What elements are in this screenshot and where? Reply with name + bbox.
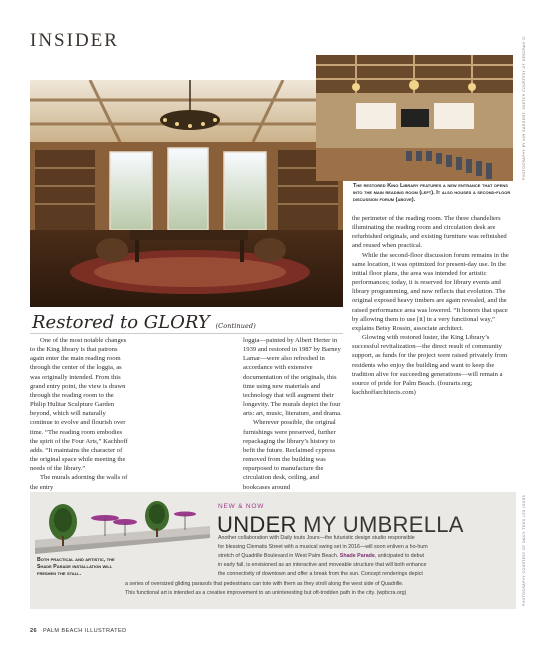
paragraph: Glowing with restored luster, the King Library’s successful revitalization—the direct result of community support, as funds for the project were raised privately from residents who enjoy the building and want to keep the tradition alive for succeeding generations—will remain a source of pride for Palm Beach. (fourarts.org; kachhoffarchitects.com)	[352, 334, 508, 396]
promo-line: in early fall, is envisioned as an interactive and moveable structure that will both enhance	[218, 562, 427, 569]
title-text: Restored to GLORY	[32, 312, 210, 333]
promo-line: Another collaboration with Daily touts Jours—the futuristic design studio responsible	[218, 535, 415, 541]
continued-label: (Continued)	[215, 322, 256, 330]
discussion-forum-photo	[316, 55, 513, 181]
promo-photo-credit: PHOTOGRAPHY COURTESY OF DAILY TOUS LES JOURS	[522, 494, 526, 606]
paragraph: One of the most notable changes to the King library is that patrons again enter the main reading room through the center of the loggia, as was originally intended. From this grand entry point, the view is drawn through the reading room to the Philip Hulitar Sculpture Garden beyond, which will naturally continue to evolve and flourish over time. “The reading room embodies the spirit of the Four Arts,” Kachhoff adds. “It maintains the character of the original space while meeting the needs of the library.”	[30, 337, 128, 473]
paragraph: Wherever possible, the original furnishings were preserved, further repackaging the library’s history to befit the future. Reclaimed cypress removed from the building was repurposed to manufacture the circulation desk, ceiling, and bookcases around	[243, 419, 336, 491]
promo-caption: Both practical and artistic, the Shade Parade installation will freshen the stall.	[37, 557, 115, 577]
promo-title-rest: MY UMBRELLA	[296, 512, 464, 537]
page-footer	[30, 628, 127, 634]
promo-line-text: stretch of Quadrille Boulevard in West Palm Beach.	[218, 553, 340, 560]
body-column-2b	[243, 336, 343, 492]
body-column-3	[352, 214, 515, 397]
photo-credit: PHOTOGRAPHY BY KIM SARGENT. SKETCH COURTESY OF DEBORAH O.	[522, 35, 526, 180]
promo-text-lower	[125, 580, 510, 598]
promo-line	[218, 552, 510, 561]
promo-line: This functional art is intended as a creative improvement to an uninteresting but oft-trodden path in the city. (wpbcra.org)	[125, 590, 407, 597]
promo-line: the connectivity of downtown and offer a break from the sun. Concept renderings depict	[218, 571, 423, 578]
promo-line: a series of oversized gliding parasols that pedestrians can tote with them as they stroll along the west side of Quadrille.	[125, 581, 404, 587]
photo-caption: The restored King Library features a new entrance that opens into the main reading room (left). It also houses a second-floor discussion forum (above).	[353, 183, 511, 203]
promo-title-under: UNDER	[217, 512, 297, 537]
magazine-name: PALM BEACH ILLUSTRATED	[43, 628, 127, 634]
promo-text-upper	[218, 534, 510, 579]
page-number: 26	[30, 628, 38, 634]
shade-parade-rendering	[35, 496, 210, 554]
section-heading: INSIDER	[30, 30, 119, 51]
paragraph: the perimeter of the reading room. The three chandeliers illuminating the reading room and circulation desk are refurbished originals, and existing furniture was refinished and reused when practical.	[352, 215, 507, 250]
paragraph: While the second-floor discussion forum remains in the same location, it was optimized for present-day use. In the initial floor plans, the area was intended for artistic performances; today, it is reserved for library events and library programming, and now reflects that evolution. The original exposed heavy timbers are again revealed, and the raised performance area was lowered. “It honors that space by allowing them to use [it] in a very functional way,” explains Betsy Rossin, associate architect.	[352, 251, 509, 332]
reading-room-photo	[30, 80, 343, 307]
umbrella-rendering-illustration	[35, 496, 210, 554]
shade-parade-name: Shade Parade	[339, 553, 375, 560]
promo-kicker: NEW & NOW	[218, 503, 265, 510]
title-rule	[30, 333, 343, 334]
reading-room-illustration	[30, 80, 343, 307]
promo-line-text: , anticipated to debut	[374, 553, 425, 560]
paragraph: loggia—painted by Albert Herter in 1939 and restored in 1987 by Barney Lamar—were also refreshed in accordance with extensive documentation of the originals, this time using new materials and technology that will augment their longevity. The murals depict the four arts: art, music, literature, and drama.	[243, 337, 342, 418]
body-column-1	[30, 336, 128, 492]
article-title	[32, 312, 256, 333]
paragraph: The murals adorning the walls of the entry	[30, 474, 128, 491]
forum-illustration	[316, 55, 513, 181]
promo-line: for blessing Clematis Street with a musical swing set in 2016—will soon enliven a ho-hum	[218, 544, 428, 551]
